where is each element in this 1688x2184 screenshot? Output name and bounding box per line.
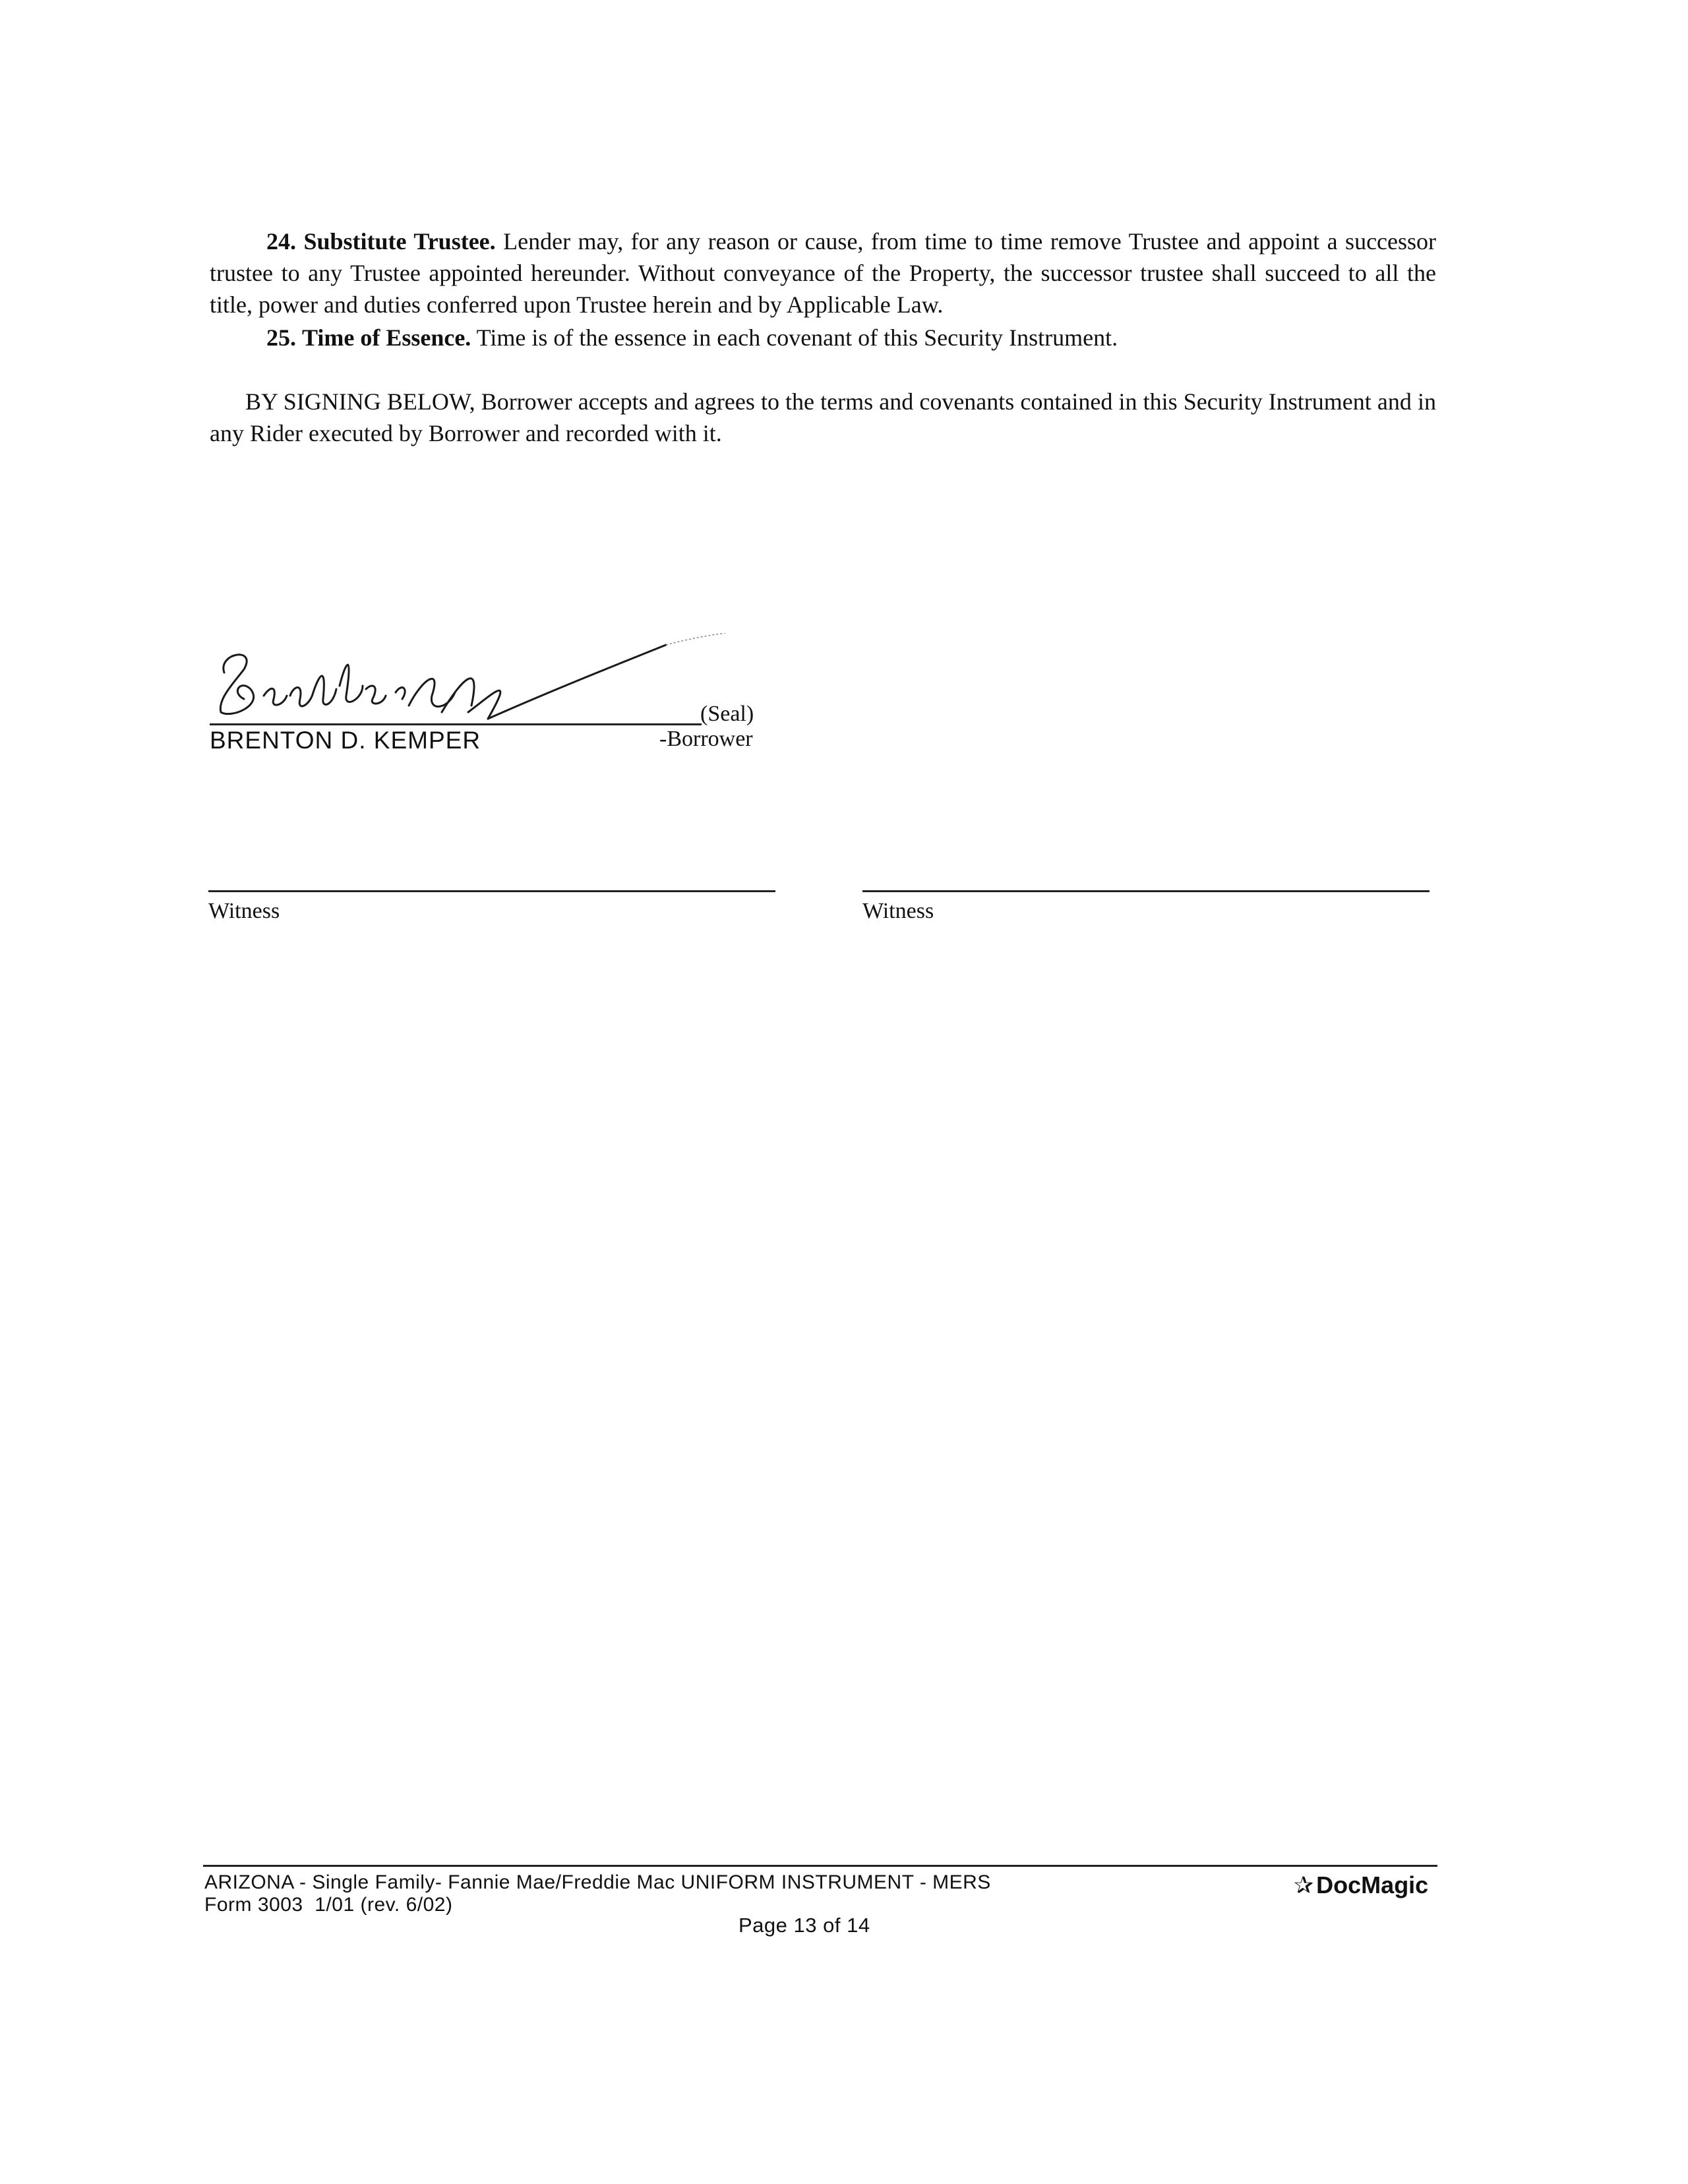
section-24-paragraph bbox=[210, 226, 1436, 320]
section-25-paragraph bbox=[210, 322, 1436, 353]
witness-right-label: Witness bbox=[862, 899, 934, 923]
section-24-number: 24. bbox=[266, 228, 296, 255]
footer-form-title: ARIZONA - Single Family- Fannie Mae/Freddie Mac UNIFORM INSTRUMENT - MERS bbox=[204, 1871, 991, 1893]
seal-label: (Seal) bbox=[700, 702, 754, 726]
witness-left-label: Witness bbox=[208, 899, 280, 923]
handwritten-signature bbox=[204, 633, 771, 732]
page-number: Page 13 of 14 bbox=[738, 1914, 870, 1937]
borrower-signature-block bbox=[204, 633, 771, 765]
signing-statement bbox=[210, 386, 1436, 449]
witness-left bbox=[208, 890, 775, 924]
witness-left-signature-line bbox=[208, 890, 775, 892]
section-25-heading: Time of Essence. bbox=[302, 324, 471, 351]
signing-statement-text: BY SIGNING BELOW, Borrower accepts and agrees to the terms and covenants contained in this Security Instrument and in any Rider executed by Borrower and recorded with it. bbox=[210, 388, 1436, 446]
footer-form-number: Form 3003 1/01 (rev. 6/02) bbox=[204, 1894, 453, 1916]
star-icon: ✰ bbox=[1294, 1871, 1314, 1898]
borrower-signature-line bbox=[210, 723, 702, 725]
section-24-text: Lender may, for any reason or cause, from time to time remove Trustee and appoint a successor trustee to any Trustee appointed hereunder. Without conveyance of the Property, the successor trustee shall succeed to all the title, power and duties conferred upon Trustee herein and by Applicable Law. bbox=[210, 228, 1437, 318]
footer-form-info bbox=[204, 1871, 991, 1916]
witness-right bbox=[862, 890, 1430, 924]
witness-right-signature-line bbox=[862, 890, 1430, 892]
section-25-number: 25. bbox=[266, 324, 296, 351]
section-25-text: Time is of the essence in each covenant of this Security Instrument. bbox=[471, 324, 1118, 351]
section-24-heading: Substitute Trustee. bbox=[303, 228, 496, 255]
borrower-role: -Borrower bbox=[659, 727, 753, 751]
brand-name: DocMagic bbox=[1316, 1871, 1429, 1898]
footer-rule bbox=[203, 1865, 1437, 1867]
borrower-name: BRENTON D. KEMPER bbox=[210, 727, 481, 754]
docmagic-logo bbox=[1294, 1871, 1428, 1899]
